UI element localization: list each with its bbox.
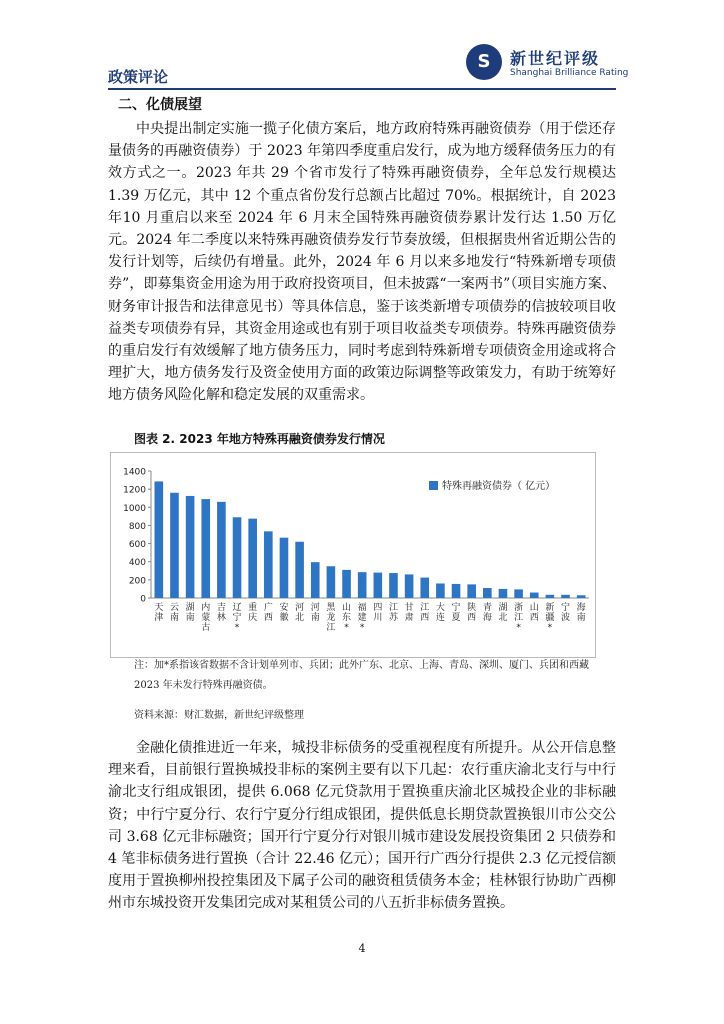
bar-6 (248, 519, 257, 598)
figure-note: 注：加*系指该省数据不含计划单列市、兵团；此外广东、北京、上海、青岛、深圳、厦门、兵团和西藏 2023 年未发行特殊再融资债。 (134, 660, 589, 691)
x-tick-label: 四川 (373, 603, 383, 623)
x-tick-label: 大连 (435, 603, 445, 623)
x-tick-label: 江苏 (388, 603, 398, 623)
x-tick-label: 山西 (529, 603, 539, 623)
bar-13 (358, 572, 367, 598)
bar-21 (483, 588, 492, 598)
bar-27 (577, 595, 586, 598)
y-tick-label: 200 (128, 576, 146, 587)
x-tick-label: 浙江* (514, 603, 524, 633)
x-tick-label: 福建* (357, 603, 367, 633)
bar-26 (561, 595, 570, 598)
bar-3 (201, 499, 210, 598)
bar-24 (530, 593, 539, 598)
x-tick-label: 广西 (263, 603, 273, 623)
bar-25 (546, 595, 555, 598)
bar-23 (514, 589, 523, 598)
x-tick-label: 宁波 (561, 603, 571, 623)
bar-9 (295, 542, 304, 598)
x-tick-label: 内蒙古 (201, 603, 211, 633)
header-divider (108, 88, 616, 90)
bar-16 (405, 574, 414, 598)
legend-label: 特殊再融资债券（ 亿元） (442, 481, 556, 492)
x-tick-label: 黑龙江 (326, 603, 336, 633)
y-tick-label: 600 (128, 540, 146, 551)
x-tick-label: 重庆 (248, 603, 258, 623)
logo-chinese-name: 新世纪评级 (510, 49, 601, 68)
x-tick-label: 安徽 (279, 603, 289, 623)
figure-caption: 图表 2. 2023 年地方特殊再融资债券发行情况 (134, 432, 385, 446)
company-logo (466, 44, 629, 84)
bar-22 (499, 589, 508, 598)
chart-svg (111, 453, 595, 657)
figure-source: 资料来源：财汇数据，新世纪评级整理 (134, 710, 304, 721)
bar-19 (452, 584, 461, 598)
x-tick-label: 山东* (342, 603, 352, 633)
bar-11 (327, 566, 336, 598)
legend-swatch (429, 481, 438, 490)
bar-20 (467, 584, 476, 598)
bar-18 (436, 583, 445, 598)
bar-8 (280, 538, 289, 598)
x-tick-label: 吉林 (216, 603, 226, 623)
y-tick-label: 1400 (123, 467, 146, 478)
bar-2 (186, 496, 195, 598)
x-tick-label: 天津 (154, 603, 164, 623)
bar-12 (342, 570, 351, 598)
bar-15 (389, 573, 398, 598)
bar-0 (155, 481, 164, 598)
x-tick-label: 河南 (310, 603, 320, 623)
section-heading: 二、化债展望 (118, 97, 202, 113)
logo-emblem-icon: S (466, 44, 502, 80)
bar-chart (110, 452, 596, 658)
bar-17 (420, 578, 429, 598)
bar-10 (311, 562, 320, 598)
y-tick-label: 800 (128, 521, 146, 532)
page-number: 4 (358, 942, 366, 955)
x-tick-label: 甘肃 (404, 603, 414, 623)
x-tick-label: 江西 (420, 603, 430, 623)
y-tick-label: 1200 (123, 485, 146, 496)
x-tick-label: 辽宁* (232, 603, 242, 633)
x-tick-label: 海南 (576, 603, 586, 623)
x-tick-label: 湖北 (498, 603, 508, 623)
y-tick-label: 0 (140, 594, 146, 605)
bar-1 (170, 493, 179, 598)
bar-14 (374, 573, 383, 598)
logo-english-name: Shanghai Brilliance Rating (510, 68, 629, 78)
x-tick-label: 新疆* (545, 603, 555, 633)
bar-5 (233, 517, 242, 598)
paragraph-2: 金融化债推进近一年来，城投非标债务的受重视程度有所提升。从公开信息整理来看，目前银行置换城投非标的案例主要有以下几起：农行重庆渝北支行与中行渝北支行组成银团，提供 6.068 亿元贷款用于置换重庆渝北区城投企业的非标融资；中行宁夏分行、农行宁夏分行组成银团，提供低息长期贷款置换银川市公交公司 3.68 亿元非标融资；国开行宁夏分行对银川城市建设发展投资集团 2 只债券和 4 笔非标债务进行置换（合计 22.46 亿元）；国开行广西分行提供 2.3 亿元授信额度用于置换柳州投控集团及下属子公司的融资租赁债务本金；桂林银行协助广西柳州市东城投资开发集团完成对某租赁公司的八五折非标债务置换。 (108, 740, 616, 912)
y-tick-label: 400 (128, 558, 146, 569)
paragraph-1: 中央提出制定实施一揽子化债方案后，地方政府特殊再融资债券（用于偿还存量债务的再融资债券）于 2023 年第四季度重启发行，成为地方缓释债务压力的有效方式之一。2023 年共 29 个省市发行了特殊再融资债券，全年总发行规模达 1.39 万亿元，其中 12 个重点省份发行总额占比超过 70%。根据统计，自 2023 年10 月重启以来至 2024 年 6 月末全国特殊再融资债券累计发行达 1.50 万亿元。2024 年二季度以来特殊再融资债券发行节奏放缓，但根据贵州省近期公告的发行计划等，后续仍有增量。此外，2024 年 6 月以来多地发行“特殊新增专项债券”，即募集资金用途为用于政府投资项目，但未披露“一案两书”（项目实施方案、财务审计报告和法律意见书）等具体信息，鉴于该类新增专项债券的信披较项目收益类专项债券有异，其资金用途或也有别于项目收益类专项债券。特殊再融资债券的重启发行有效缓解了地方债务压力，同时考虑到特殊新增专项债资金用途或将合理扩大，地方债务发行及资金使用方面的政策边际调整等政策发力，有助于统筹好地方债务风险化解和稳定发展的双重需求。 (108, 121, 616, 404)
x-tick-label: 河北 (295, 603, 305, 623)
x-tick-label: 云南 (169, 603, 179, 623)
x-tick-label: 青海 (482, 603, 492, 623)
bar-4 (217, 502, 226, 598)
x-tick-label: 宁夏 (451, 603, 461, 623)
x-tick-label: 陕西 (467, 603, 477, 623)
y-tick-label: 1000 (123, 503, 146, 514)
bar-7 (264, 531, 273, 598)
header-section-title: 政策评论 (108, 68, 169, 86)
x-tick-label: 湖南 (185, 603, 195, 623)
